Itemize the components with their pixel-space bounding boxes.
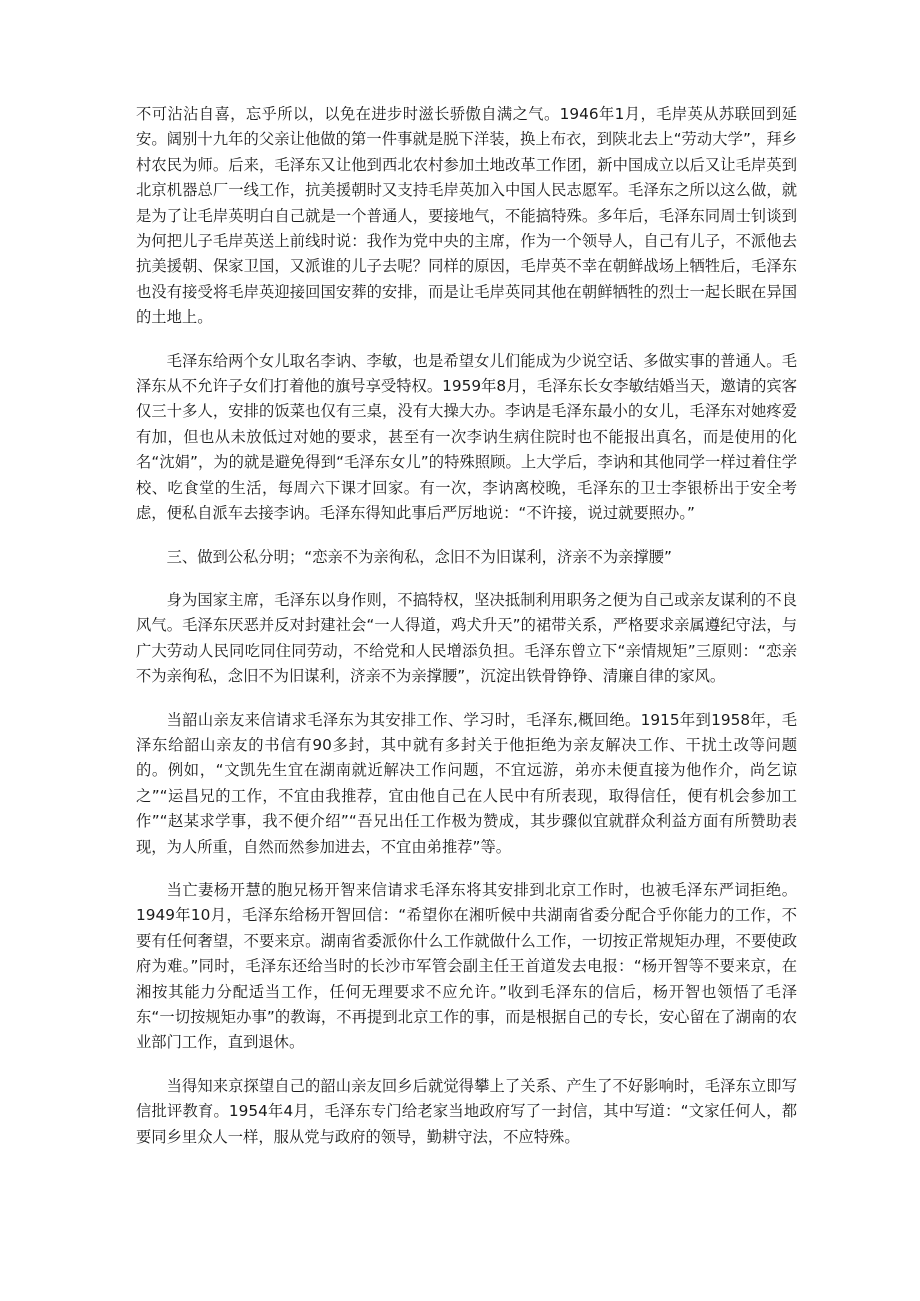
document-page: [136, 102, 797, 1168]
paragraph-mao-anying: 不可沾沾自喜，忘乎所以，以免在进步时滋长骄傲自满之气。1946年1月，毛岸英从苏联回到延安。阔别十九年的父亲让他做的第一件事就是脱下洋装，换上布衣，到陕北去上“劳动大学”，拜乡村农民为师。后来，毛泽东又让他到西北农村参加土地改革工作团，新中国成立以后又让毛岸英到北京机器总厂一线工作，抗美援朝时又支持毛岸英加入中国人民志愿军。毛泽东之所以这么做，就是为了让毛岸英明白自己就是一个普通人，要接地气，不能搞特殊。多年后，毛泽东同周士钊谈到为何把儿子毛岸英送上前线时说：我作为党中央的主席，作为一个领导人，自己有儿子，不派他去抗美援朝、保家卫国，又派谁的儿子去呢？同样的原因，毛岸英不幸在朝鲜战场上牺牲后，毛泽东也没有接受将毛岸英迎接回国安葬的安排，而是让毛岸英同其他在朝鲜牺牲的烈士一起长眠在异国的土地上。: [136, 105, 797, 327]
paragraph-shaoshan-relatives: 当韶山亲友来信请求毛泽东为其安排工作、学习时，毛泽东,概回绝。1915年到1958年，毛泽东给韶山亲友的书信有90多封，其中就有多封关于他拒绝为亲友解决工作、干扰土改等问题的。例如，“文凯先生宜在湖南就近解决工作问题，不宜远游，弟亦未便直接为他作介，尚乞谅之”“运昌兄的工作，不宜由我推荐，宜由他自己在人民中有所表现，取得信任，便有机会参加工作”“赵某求学事，我不便介绍”“吾兄出任工作极为赞成，其步骤似宜就群众利益方面有所赞助表现，为人所重，自然而然参加进去，不宜由弟推荐”等。: [136, 710, 797, 856]
section-heading-3: 三、做到公私分明；“恋亲不为亲徇私，念旧不为旧谋利，济亲不为亲撑腰”: [166, 547, 672, 566]
paragraph-no-privilege: 身为国家主席，毛泽东以身作则，不搞特权，坚决抵制利用职务之便为自己或亲友谋利的不良风气。毛泽东厌恶并反对封建社会“一人得道，鸡犬升天”的裙带关系，严格要求亲属遵纪守法，与广大劳动人民同吃同住同劳动，不给党和人民增添负担。毛泽东曾立下“亲情规矩”三原则：“恋亲不为亲徇私，念旧不为旧谋利，济亲不为亲撑腰”，沉淀出铁骨铮铮、清廉自律的家风。: [136, 590, 797, 686]
paragraph-daughters: 毛泽东给两个女儿取名李讷、李敏，也是希望女儿们能成为少说空话、多做实事的普通人。毛泽东从不允许子女们打着他的旗号享受特权。1959年8月，毛泽东长女李敏结婚当天，邀请的宾客仅三十多人，安排的饭菜也仅有三桌，没有大操大办。李讷是毛泽东最小的女儿，毛泽东对她疼爱有加，但也从未放低过对她的要求，甚至有一次李讷生病住院时也不能报出真名，而是使用的化名“沈娟”，为的就是避免得到“毛泽东女儿”的特殊照顾。上大学后，李讷和其他同学一样过着住学校、吃食堂的生活，每周六下课才回家。有一次，李讷离校晚，毛泽东的卫士李银桥出于安全考虑，便私自派车去接李讷。毛泽东得知此事后严厉地说：“不许接，说过就要照办。”: [136, 351, 797, 523]
paragraph-yang-kaizhi: 当亡妻杨开慧的胞兄杨开智来信请求毛泽东将其安排到北京工作时，也被毛泽东严词拒绝。1949年10月，毛泽东给杨开智回信：“希望你在湘听候中共湖南省委分配合乎你能力的工作，不要有任何奢望，不要来京。湖南省委派你什么工作就做什么工作，一切按正常规矩办理，不要使政府为难。”同时，毛泽东还给当时的长沙市军管会副主任王首道发去电报：“杨开智等不要来京，在湘按其能力分配适当工作，任何无理要求不应允许。”收到毛泽东的信后，杨开智也领悟了毛泽东“一切按规矩办事”的教诲，不再提到北京工作的事，而是根据自己的专长，安心留在了湖南的农业部门工作，直到退休。: [136, 880, 797, 1052]
paragraph-criticism-letter: 当得知来京探望自己的韶山亲友回乡后就觉得攀上了关系、产生了不好影响时，毛泽东立即写信批评教育。1954年4月，毛泽东专门给老家当地政府写了一封信，其中写道：“文家任何人，都要同乡里众人一样，服从党与政府的领导，勤耕守法，不应特殊。: [136, 1076, 797, 1146]
